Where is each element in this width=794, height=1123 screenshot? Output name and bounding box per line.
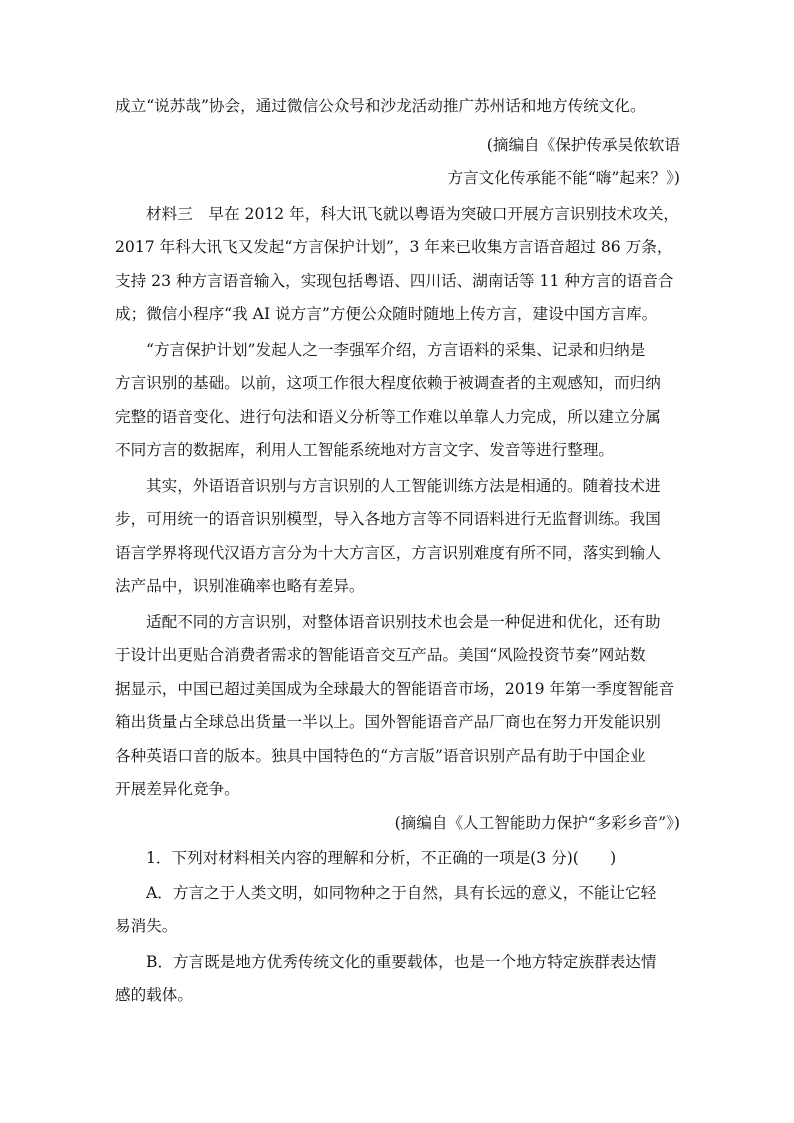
paragraph-line: 适配不同的方言识别，对整体语音识别技术也会是一种促进和优化，还有助 <box>146 613 661 631</box>
paragraph-line: 2017 年科大讯飞又发起“方言保护计划”，3 年来已收集方言语音超过 86 万条， <box>115 238 673 256</box>
paragraph-line: 于设计出更贴合消费者需求的智能语音交互产品。美国“风险投资节奏”网站数 <box>115 646 646 664</box>
paragraph-line: 箱出货量占全球总出货量一半以上。国外智能语音产品厂商也在努力开发能识别 <box>115 713 661 731</box>
option-b-continued: 感的载体。 <box>115 986 193 1004</box>
paragraph-line: 材料三 早在 2012 年，科大讯飞就以粤语为突破口开展方言识别技术攻关， <box>146 205 680 223</box>
paragraph-line: 方言识别的基础。以前，这项工作很大程度依赖于被调查者的主观感知，而归纳 <box>115 374 661 392</box>
paragraph-line: 开展差异化竞争。 <box>115 780 240 798</box>
paragraph-line: 成；微信小程序“我 AI 说方言”方便公众随时随地上传方言，建设中国方言库。 <box>115 305 658 323</box>
paragraph-line: 支持 23 种方言语音输入，实现包括粤语、四川话、湖南话等 11 种方言的语音合 <box>115 272 674 290</box>
paragraph-line: 法产品中，识别准确率也略有差异。 <box>115 577 365 595</box>
text-line: 成立“说苏哉”协会，通过微信公众号和沙龙活动推广苏州话和地方传统文化。 <box>115 97 646 115</box>
source-citation: 方言文化传承能不能“嗨”起来？》) <box>447 169 680 187</box>
option-b: B．方言既是地方优秀传统文化的重要载体，也是一个地方特定族群表达情 <box>146 953 657 971</box>
paragraph-line: 据显示，中国已超过美国成为全球最大的智能语音市场，2019 年第一季度智能音 <box>115 680 675 698</box>
paragraph-line: “方言保护计划”发起人之一李强军介绍，方言语料的采集、记录和归纳是 <box>146 341 646 359</box>
question-stem: 1．下列对材料相关内容的理解和分析，不正确的一项是(3 分)( ) <box>146 849 617 867</box>
paragraph-line: 步，可用统一的语音识别模型，导入各地方言等不同语料进行无监督训练。我国 <box>115 510 661 528</box>
paragraph-line: 各种英语口音的版本。独具中国特色的“方言版”语音识别产品有助于中国企业 <box>115 747 646 765</box>
paragraph-line: 不同方言的数据库，利用人工智能系统地对方言文字、发音等进行整理。 <box>115 441 615 459</box>
option-a-continued: 易消失。 <box>115 917 178 935</box>
source-citation: (摘编自《保护传承吴侬软语 <box>486 136 680 154</box>
option-a: A．方言之于人类文明，如同物种之于自然，具有长远的意义，不能让它轻 <box>146 884 657 902</box>
paragraph-line: 其实，外语语音识别与方言识别的人工智能训练方法是相通的。随着技术进 <box>146 477 661 495</box>
source-citation: (摘编自《人工智能助力保护“多彩乡音”》) <box>394 814 680 832</box>
paragraph-line: 完整的语音变化、进行句法和语义分析等工作难以单靠人力完成，所以建立分属 <box>115 408 661 426</box>
paragraph-line: 语言学界将现代汉语方言分为十大方言区，方言识别难度有所不同，落实到输人 <box>115 544 661 562</box>
